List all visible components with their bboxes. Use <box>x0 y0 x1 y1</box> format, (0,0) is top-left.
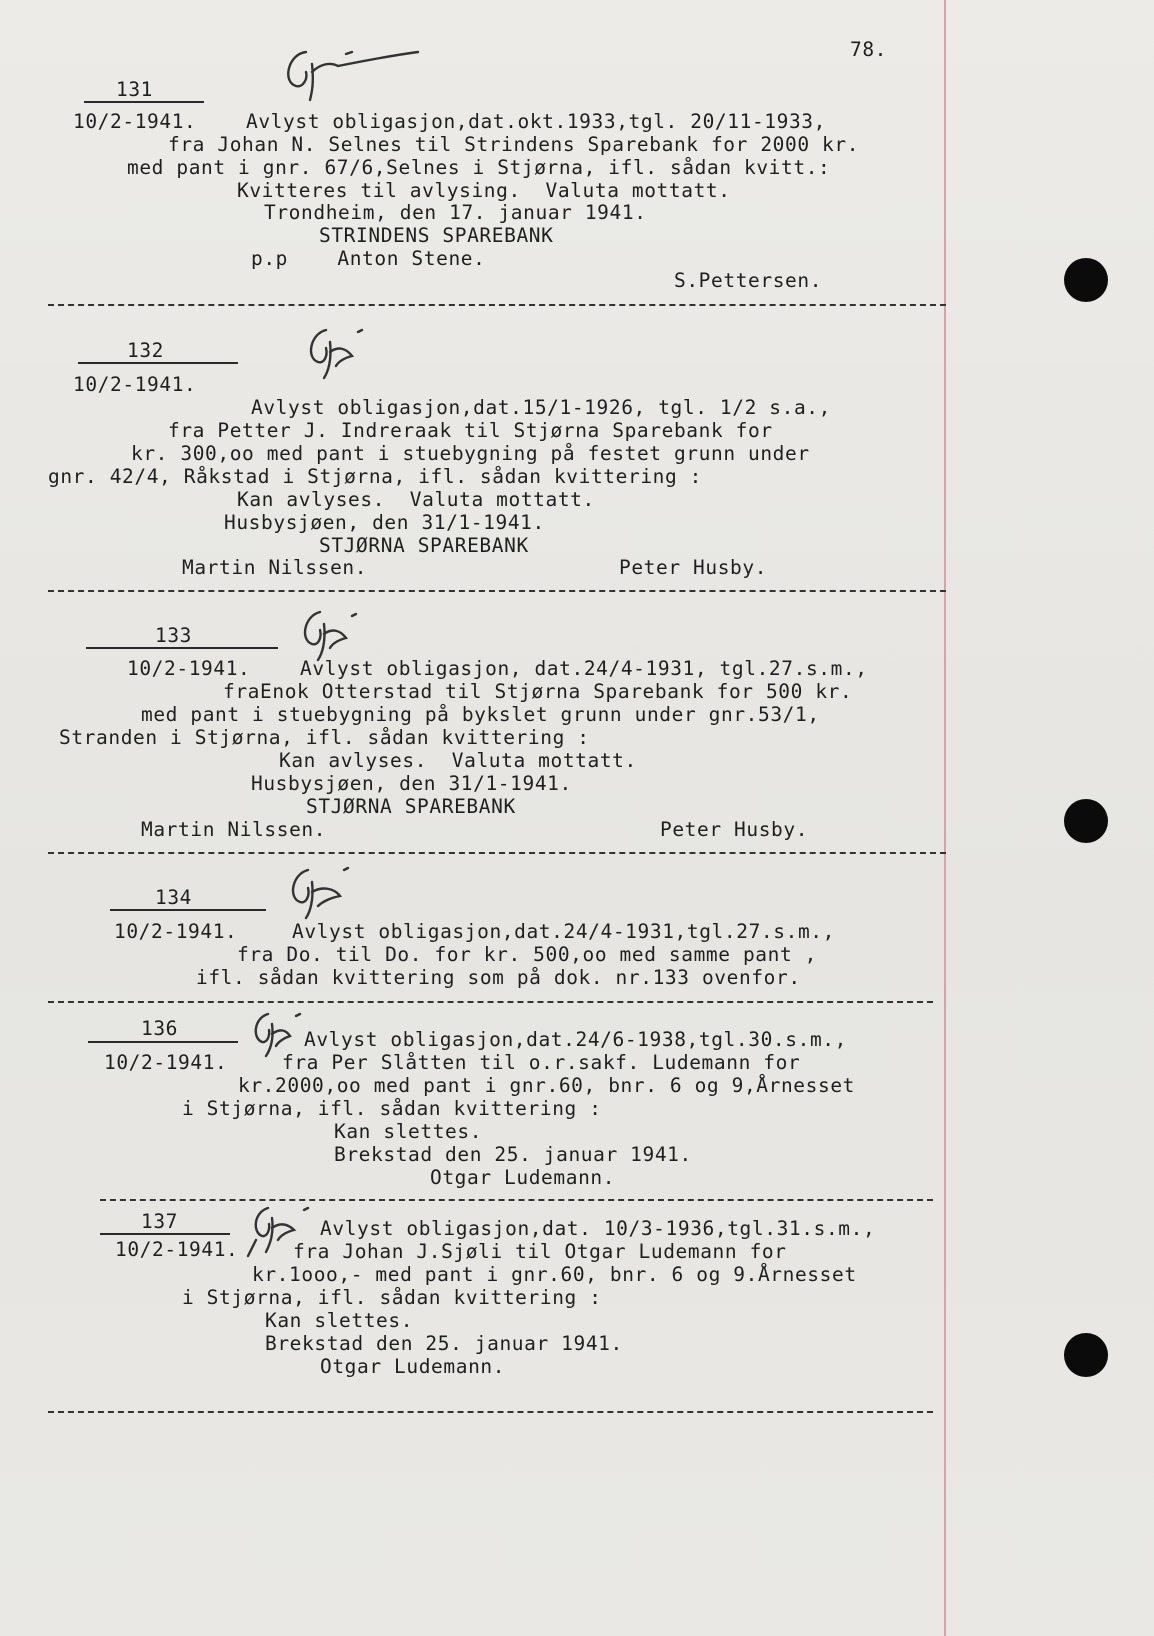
entry-133-line-4: Stranden i Stjørna, ifl. sådan kvittering : <box>59 726 590 749</box>
separator-133 <box>48 852 946 854</box>
entry-136-line-6: Brekstad den 25. januar 1941. <box>334 1143 692 1166</box>
entry-137-line-6: Brekstad den 25. januar 1941. <box>265 1332 623 1355</box>
entry-132-line-1: Avlyst obligasjon,dat.15/1-1926, tgl. 1/2 s.a., <box>251 396 831 419</box>
entry-133-line-5: Kan avlyses. Valuta mottatt. <box>279 749 637 772</box>
entry-132-line-4: gnr. 42/4, Råkstad i Stjørna, ifl. sådan kvittering : <box>48 465 703 488</box>
entry-133-line-3: med pant i stuebygning på bykslet grunn under gnr.53/1, <box>141 703 820 726</box>
entry-137-number: 137 <box>141 1210 179 1233</box>
entry-136-line-4: i Stjørna, ifl. sådan kvittering : <box>182 1097 602 1120</box>
entry-137-date: 10/2-1941. <box>115 1238 239 1261</box>
punch-hole-middle <box>1064 799 1108 843</box>
entry-131-line-6: STRINDENS SPAREBANK <box>319 224 554 247</box>
entry-132-number-underline <box>78 362 238 364</box>
separator-134 <box>48 1001 933 1003</box>
punch-hole-bottom <box>1064 1333 1108 1377</box>
entry-134-date: 10/2-1941. <box>114 920 238 943</box>
entry-131-date: 10/2-1941. <box>73 110 197 133</box>
entry-136-line-3: kr.2000,oo med pant i gnr.60, bnr. 6 og 9,Årnesset <box>238 1074 855 1097</box>
entry-136-date: 10/2-1941. <box>104 1051 228 1074</box>
entry-131-line-3: med pant i gnr. 67/6,Selnes i Stjørna, ifl. sådan kvitt.: <box>127 156 831 179</box>
entry-131-line-4: Kvitteres til avlysing. Valuta mottatt. <box>237 179 731 202</box>
checkmark-signature-134 <box>278 862 358 926</box>
entry-132-line-3: kr. 300,oo med pant i stuebygning på festet grunn under <box>131 442 810 465</box>
entry-137-line-2: fra Johan J.Sjøli til Otgar Ludemann for <box>293 1240 787 1263</box>
entry-132-line-5: Kan avlyses. Valuta mottatt. <box>237 488 595 511</box>
entry-136-number: 136 <box>141 1017 179 1040</box>
entry-132-line-2: fra Petter J. Indreraak til Stjørna Sparebank for <box>168 419 773 442</box>
entry-137-number-underline <box>100 1233 230 1235</box>
entry-131-line-8: S.Pettersen. <box>674 269 823 292</box>
entry-133-line-7: STJØRNA SPAREBANK <box>306 795 516 818</box>
entry-131-number: 131 <box>116 78 154 101</box>
entry-137-line-5: Kan slettes. <box>265 1309 414 1332</box>
entry-131-line-2: fra Johan N. Selnes til Strindens Sparebank for 2000 kr. <box>168 133 860 156</box>
entry-132-signer-left: Martin Nilssen. <box>182 556 368 579</box>
entry-133-line-6: Husbysjøen, den 31/1-1941. <box>251 772 572 795</box>
entry-131-line-1: Avlyst obligasjon,dat.okt.1933,tgl. 20/11-1933, <box>246 110 826 133</box>
page-number: 78. <box>850 38 888 61</box>
entry-136-line-1: Avlyst obligasjon,dat.24/6-1938,tgl.30.s.m., <box>304 1028 847 1051</box>
separator-136 <box>100 1199 933 1201</box>
entry-134-number: 134 <box>155 886 193 909</box>
entry-136-line-7: Otgar Ludemann. <box>430 1166 616 1189</box>
entry-133-number: 133 <box>155 624 193 647</box>
entry-133-number-underline <box>86 647 278 649</box>
entry-132-date: 10/2-1941. <box>73 373 197 396</box>
entry-133-line-1: Avlyst obligasjon, dat.24/4-1931, tgl.27.s.m., <box>300 657 868 680</box>
entry-137-line-4: i Stjørna, ifl. sådan kvittering : <box>182 1286 602 1309</box>
red-margin-line <box>944 0 946 1636</box>
entry-134-number-underline <box>110 909 266 911</box>
separator-137 <box>48 1411 933 1413</box>
entry-137-line-3: kr.1ooo,- med pant i gnr.60, bnr. 6 og 9.Årnesset <box>252 1263 857 1286</box>
entry-131-line-7: p.p Anton Stene. <box>251 247 486 270</box>
entry-136-number-underline <box>88 1041 238 1043</box>
entry-134-line-2: fra Do. til Do. for kr. 500,oo med samme pant , <box>237 943 817 966</box>
entry-137-line-7: Otgar Ludemann. <box>320 1355 506 1378</box>
checkmark-signature-132 <box>296 322 366 386</box>
entry-133-line-2: fraEnok Otterstad til Stjørna Sparebank for 500 kr. <box>223 680 853 703</box>
entry-132-number: 132 <box>127 339 165 362</box>
entry-133-signer-left: Martin Nilssen. <box>141 818 327 841</box>
entry-134-line-1: Avlyst obligasjon,dat.24/4-1931,tgl.27.s.m., <box>292 920 835 943</box>
entry-132-line-7: STJØRNA SPAREBANK <box>319 534 529 557</box>
checkmark-signature-131 <box>268 42 428 106</box>
entry-136-line-5: Kan slettes. <box>334 1120 483 1143</box>
entry-134-line-3: ifl. sådan kvittering som på dok. nr.133 ovenfor. <box>196 966 801 989</box>
entry-137-line-1: Avlyst obligasjon,dat. 10/3-1936,tgl.31.s.m., <box>320 1217 876 1240</box>
entry-136-line-2: fra Per Slåtten til o.r.sakf. Ludemann for <box>282 1051 801 1074</box>
entry-132-signer-right: Peter Husby. <box>619 556 768 579</box>
entry-131-line-5: Trondheim, den 17. januar 1941. <box>264 201 647 224</box>
entry-133-date: 10/2-1941. <box>127 657 251 680</box>
separator-131 <box>48 304 946 306</box>
entry-133-signer-right: Peter Husby. <box>660 818 809 841</box>
punch-hole-top <box>1064 258 1108 302</box>
entry-132-line-6: Husbysjøen, den 31/1-1941. <box>224 511 545 534</box>
entry-131-number-underline <box>84 101 204 103</box>
separator-132 <box>48 590 946 592</box>
